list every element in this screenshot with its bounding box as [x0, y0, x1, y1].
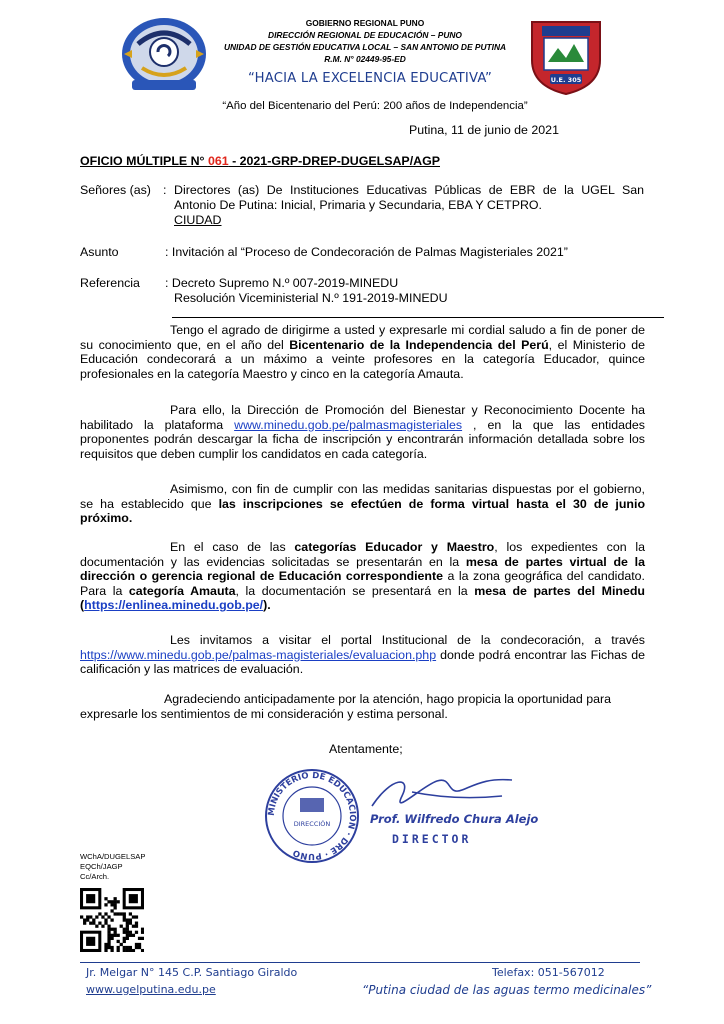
- subject-label: Asunto: [80, 245, 119, 259]
- oficio-title: [80, 154, 440, 168]
- header-motto: “HACIA LA EXCELENCIA EDUCATIVA”: [248, 71, 492, 86]
- recipients-line2: Antonio De Putina: Inicial, Primaria y Secundaria, EBA Y CETPRO.: [174, 198, 542, 212]
- footer-phone: Telefax: 051-567012: [492, 966, 605, 979]
- recipients-city: CIUDAD: [174, 213, 222, 227]
- paragraph-1: Tengo el agrado de dirigirme a usted y expresarle mi cordial saludo a fin de poner de su conocimiento que, en el año del Bicentenario de la Independencia del Perú, el Ministerio de Educación condecorará a un máximo a veinte profesores en la categoría Educador, quince profesionales en la categoría Maestro y cinco en la categoría Amauta.: [80, 323, 645, 381]
- reference-divider: [172, 317, 664, 318]
- paragraph-3: Asimismo, con fin de cumplir con las medidas sanitarias dispuestas por el gobierno, se ha establecido que las inscripciones se efectúen de forma virtual hasta el 30 de junio próximo.: [80, 482, 646, 526]
- header-rm: R.M. N° 02449-95-ED: [324, 54, 406, 64]
- header-gov: GOBIERNO REGIONAL PUNO: [305, 18, 425, 28]
- initials-line: WChA/DUGELSAP: [80, 852, 146, 861]
- right-logo-text: U.E. 305: [550, 76, 582, 84]
- signature-block: [262, 766, 562, 866]
- right-logo: [524, 12, 608, 96]
- footer-slogan: “Putina ciudad de las aguas termo medicinales”: [362, 983, 652, 997]
- initials-line: Cc/Arch.: [80, 872, 110, 881]
- stamp-center-text: DIRECCIÓN: [293, 820, 331, 828]
- link-enlinea-minedu[interactable]: https://enlinea.minedu.gob.pe/: [84, 598, 264, 613]
- footer-divider: [80, 962, 640, 963]
- recipients-label: Señores (as): [80, 183, 151, 197]
- signer-title: DIRECTOR: [392, 832, 472, 846]
- reference-label: Referencia: [80, 276, 140, 290]
- reference-line1: : Decreto Supremo N.º 007-2019-MINEDU: [165, 276, 399, 290]
- recipients-line1: Directores (as) De Instituciones Educativas Públicas de EBR de la UGEL San: [174, 183, 644, 197]
- left-logo: [118, 14, 210, 96]
- oficio-suffix: - 2021-GRP-DREP-DUGELSAP/AGP: [228, 154, 440, 168]
- link-palmas-magisteriales[interactable]: www.minedu.gob.pe/palmasmagisteriales: [234, 417, 463, 432]
- oficio-prefix: OFICIO MÚLTIPLE N°: [80, 154, 208, 168]
- closing: Atentamente;: [329, 742, 403, 756]
- initials-block: [80, 852, 145, 882]
- stamp-ring-text: MINISTERIO DE EDUCACIÓN · DRE · PUNO: [266, 770, 358, 862]
- paragraph-6: Agradeciendo anticipadamente por la atención, hago propicia la oportunidad para expresarle los sentimientos de mi consideración y estima personal.: [80, 692, 612, 721]
- footer-web-link[interactable]: www.ugelputina.edu.pe: [86, 983, 216, 996]
- footer-address: Jr. Melgar N° 145 C.P. Santiago Giraldo: [86, 966, 298, 979]
- oficio-number: 061: [207, 154, 229, 168]
- year-phrase: “Año del Bicentenario del Perú: 200 años de Independencia”: [222, 100, 528, 112]
- link-evaluacion[interactable]: https://www.minedu.gob.pe/palmas-magisteriales/evaluacion.php: [80, 647, 437, 662]
- signer-name: Prof. Wilfredo Chura Alejo: [370, 812, 539, 826]
- paragraph-2: Para ello, la Dirección de Promoción del Bienestar y Reconocimiento Docente ha habilitado la plataforma www.minedu.gob.pe/palmasmagisteriales , en la que las entidades proponentes podrán descargar la ficha de inscripción y encontrarán información detallada sobre los requisitos que deben cumplir los candidatos en cada categoría.: [80, 403, 645, 461]
- qr-code: [80, 888, 144, 952]
- header-dir: DIRECCIÓN REGIONAL DE EDUCACIÓN – PUNO: [268, 30, 462, 40]
- reference-line2: Resolución Viceministerial N.º 191-2019-MINEDU: [174, 291, 448, 305]
- paragraph-5: Les invitamos a visitar el portal Institucional de la condecoración, a través https://www.minedu.gob.pe/palmas-magisteriales/evaluacion.php donde podrá encontrar las Fichas de calificación y las matrices de evaluación.: [80, 633, 645, 677]
- date: Putina, 11 de junio de 2021: [409, 123, 559, 137]
- initials-line: EQCh/JAGP: [80, 862, 123, 871]
- header-ugel: UNIDAD DE GESTIÓN EDUCATIVA LOCAL – SAN ANTONIO DE PUTINA: [223, 42, 507, 52]
- recipients-sep: :: [163, 183, 167, 197]
- paragraph-4: En el caso de las categorías Educador y Maestro, los expedientes con la documentación y las evidencias solicitadas se presentarán en la mesa de partes virtual de la dirección o gerencia regional de Educación correspondiente a la zona geográfica del candidato. Para la categoría Amauta, la documentación se presentará en la mesa de partes del Minedu (https://enlinea.minedu.gob.pe/).: [80, 540, 646, 613]
- subject-text: : Invitación al “Proceso de Condecoración de Palmas Magisteriales 2021”: [165, 245, 568, 259]
